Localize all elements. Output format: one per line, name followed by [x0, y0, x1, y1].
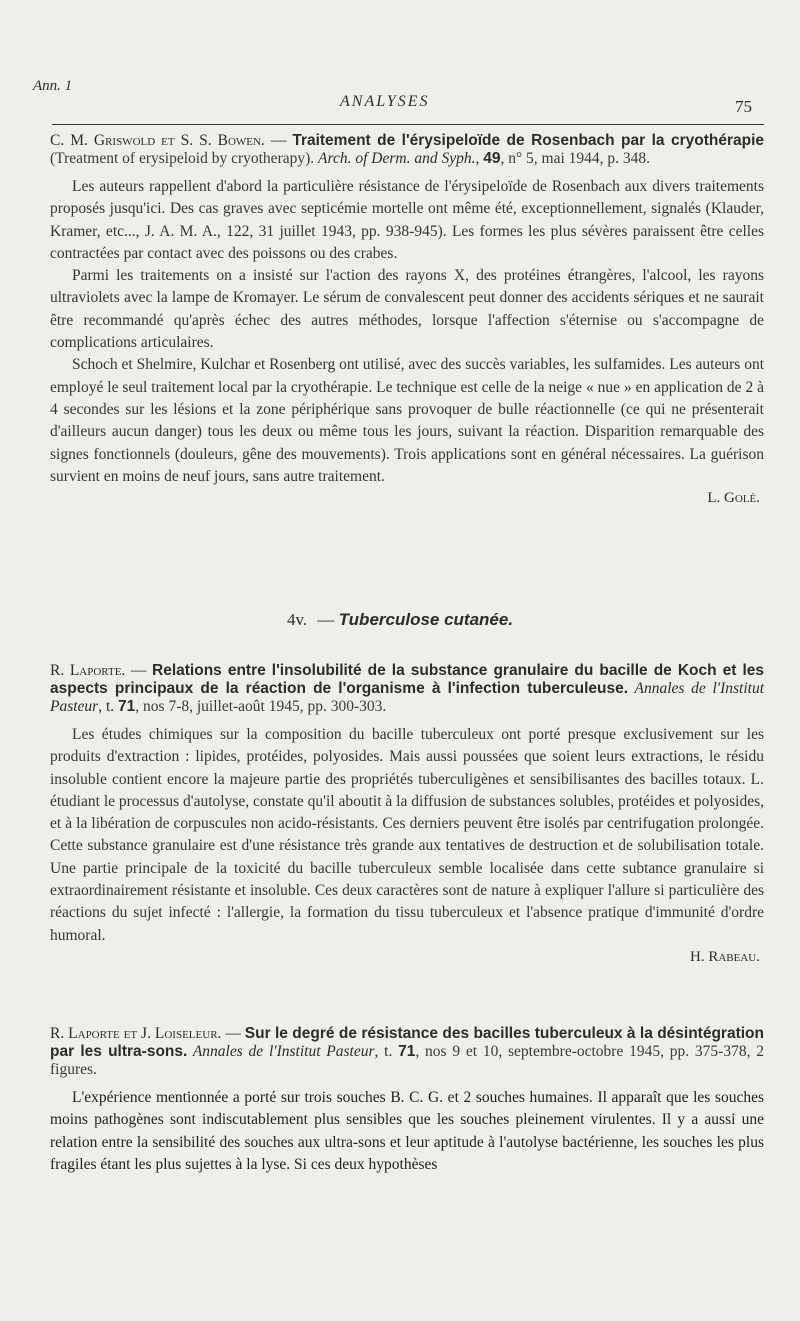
- volume-number: 71: [398, 1043, 416, 1060]
- page-number: 75: [735, 97, 752, 116]
- article-title: Relations entre l'insolubilité de la substance granulaire du bacille de Koch et les aspects principaux de la réaction de l'organisme à l'infection tuberculeuse.: [50, 662, 765, 697]
- header-rule: [52, 124, 764, 125]
- volume-prefix: , t.: [98, 698, 119, 715]
- paragraph: Parmi les traitements on a insisté sur l'action des rayons X, des protéines étrangères, l'alcool, les rayons ultraviolets avec la lampe de Kromayer. Le sérum de convalescent peut donner des accidents sériques et ne saurait être recommandé qu'après échec des autres méthodes, lorsque l'affection s'éternise ou s'accompagne de complications articulaires.: [50, 267, 764, 352]
- article-laporte: [50, 662, 764, 966]
- article-authors: R. Laporte.: [50, 662, 126, 679]
- article-reference-end: , nos 7-8, juillet-août 1945, pp. 300-303.: [135, 698, 387, 715]
- section-heading: [0, 610, 800, 630]
- article-laporte-loiseleur: [50, 1025, 764, 1176]
- section-dash: —: [317, 610, 335, 629]
- article-reference-end: , n° 5, mai 1944, p. 348.: [500, 150, 651, 167]
- signature: L. Golé.: [707, 490, 760, 507]
- header-title: ANALYSES: [340, 93, 430, 110]
- signature: H. Rabeau.: [690, 948, 760, 965]
- article-reference-end: , nos 9 et 10, septembre-octobre 1945, pp. 375-378, 2 figures.: [50, 1043, 764, 1078]
- volume-separator: ,: [475, 150, 484, 167]
- article-title: Traitement de l'érysipeloïde de Rosenbach par la cryothérapie: [292, 132, 764, 149]
- volume-number: 49: [483, 150, 501, 167]
- dash: —: [221, 1025, 245, 1042]
- running-head: Ann. 1: [33, 78, 73, 94]
- section-title: Tuberculose cutanée.: [338, 610, 514, 629]
- article-reference: (Treatment of erysipeloid by cryotherapy).: [50, 150, 319, 167]
- article-heading: [50, 1025, 764, 1079]
- article-heading: [50, 662, 764, 716]
- journal-name: Annales de l'Institut Pasteur: [187, 1043, 375, 1060]
- article-griswold: [50, 132, 764, 507]
- volume-number: 71: [118, 698, 136, 715]
- paragraph: Schoch et Shelmire, Kulchar et Rosenberg ont utilisé, avec des succès variables, les sulfamides. Les auteurs ont employé le seul traitement local par la cryothérapie. Le technique est celle de la neige « nue » en application de 2 à 4 secondes sur les lésions et la zone périphérique sans provoquer de bulle réactionnelle (ce qui ne présenterait d'ailleurs aucun danger) tous les deux ou même tous les jours, suivant la réaction. Disparition remarquable des signes fonctionnels (douleurs, gêne des mouvements). Trois applications sont en général nécessaires. La guérison survient en moins de neuf jours, sans autre traitement.: [50, 356, 764, 485]
- journal-name: Annales de l'Institut Pasteur: [50, 680, 764, 715]
- paragraph: Les études chimiques sur la composition du bacille tuberculeux ont porté presque exclusivement sur les produits d'extraction : lipides, protéides, polyosides. Mais aussi poussées que soient leurs extractions, le résidu insoluble contient encore la majeure partie des propriétés tuberculigènes et sensibilisantes des bacilles totaux. L. étudiant le processus d'autolyse, constate qu'il aboutit à la diffusion de substances solubles, protéides et polyosides, et à la libération de corpuscules non acido-résistants. Ces derniers peuvent être isolés par centrifugation prolongée. Cette substance granulaire est d'une résistance très grande aux tentatives de destruction et de solubilisation totale. Une partie principale de la toxicité du bacille tuberculeux semble localisée dans cette subtance granulaire si extraordinairement résistante et insoluble. Ces deux caractères sont de nature à expliquer l'allure si particulière des réactions du sujet infecté : l'allergie, la formation du tissu tuberculeux et l'absence pratique d'immunité d'ordre humoral.: [50, 726, 764, 944]
- dash: —: [264, 132, 293, 149]
- section-number: 4v.: [286, 610, 308, 629]
- article-authors: C. M. Griswold et S. S. Bowen.: [50, 132, 265, 149]
- article-heading: [50, 132, 764, 168]
- paragraph: Les auteurs rappellent d'abord la particulière résistance de l'érysipeloïde de Rosenbach aux divers traitements proposés jusqu'ici. Des cas graves avec septicémie mortelle ont même été, exceptionnellement, signalés (Klauder, Kramer, etc..., J. A. M. A., 122, 31 juillet 1943, pp. 938-945). Les formes les plus sévères paraissent être celles contractées par contact avec des poissons ou des crabes.: [50, 178, 764, 262]
- article-title: Sur le degré de résistance des bacilles tuberculeux à la désintégration par les ultra-sons.: [50, 1025, 764, 1060]
- journal-name: Arch. of Derm. and Syph.: [318, 150, 476, 167]
- dash: —: [125, 662, 153, 679]
- volume-prefix: , t.: [374, 1043, 399, 1060]
- paragraph: L'expérience mentionnée a porté sur trois souches B. C. G. et 2 souches humaines. Il apparaît que les souches moins pathogènes sont indiscutablement plus sensibles que les souches pleinement virulentes. Il y a aussi une relation entre la sensibilité des souches aux ultra-sons et leur aptitude à l'autolyse bactérienne, les souches les plus fragiles étant les plus sujettes à la lyse. Si ces deux hypothèses: [50, 1089, 764, 1173]
- article-authors: R. Laporte et J. Loiseleur.: [50, 1025, 222, 1042]
